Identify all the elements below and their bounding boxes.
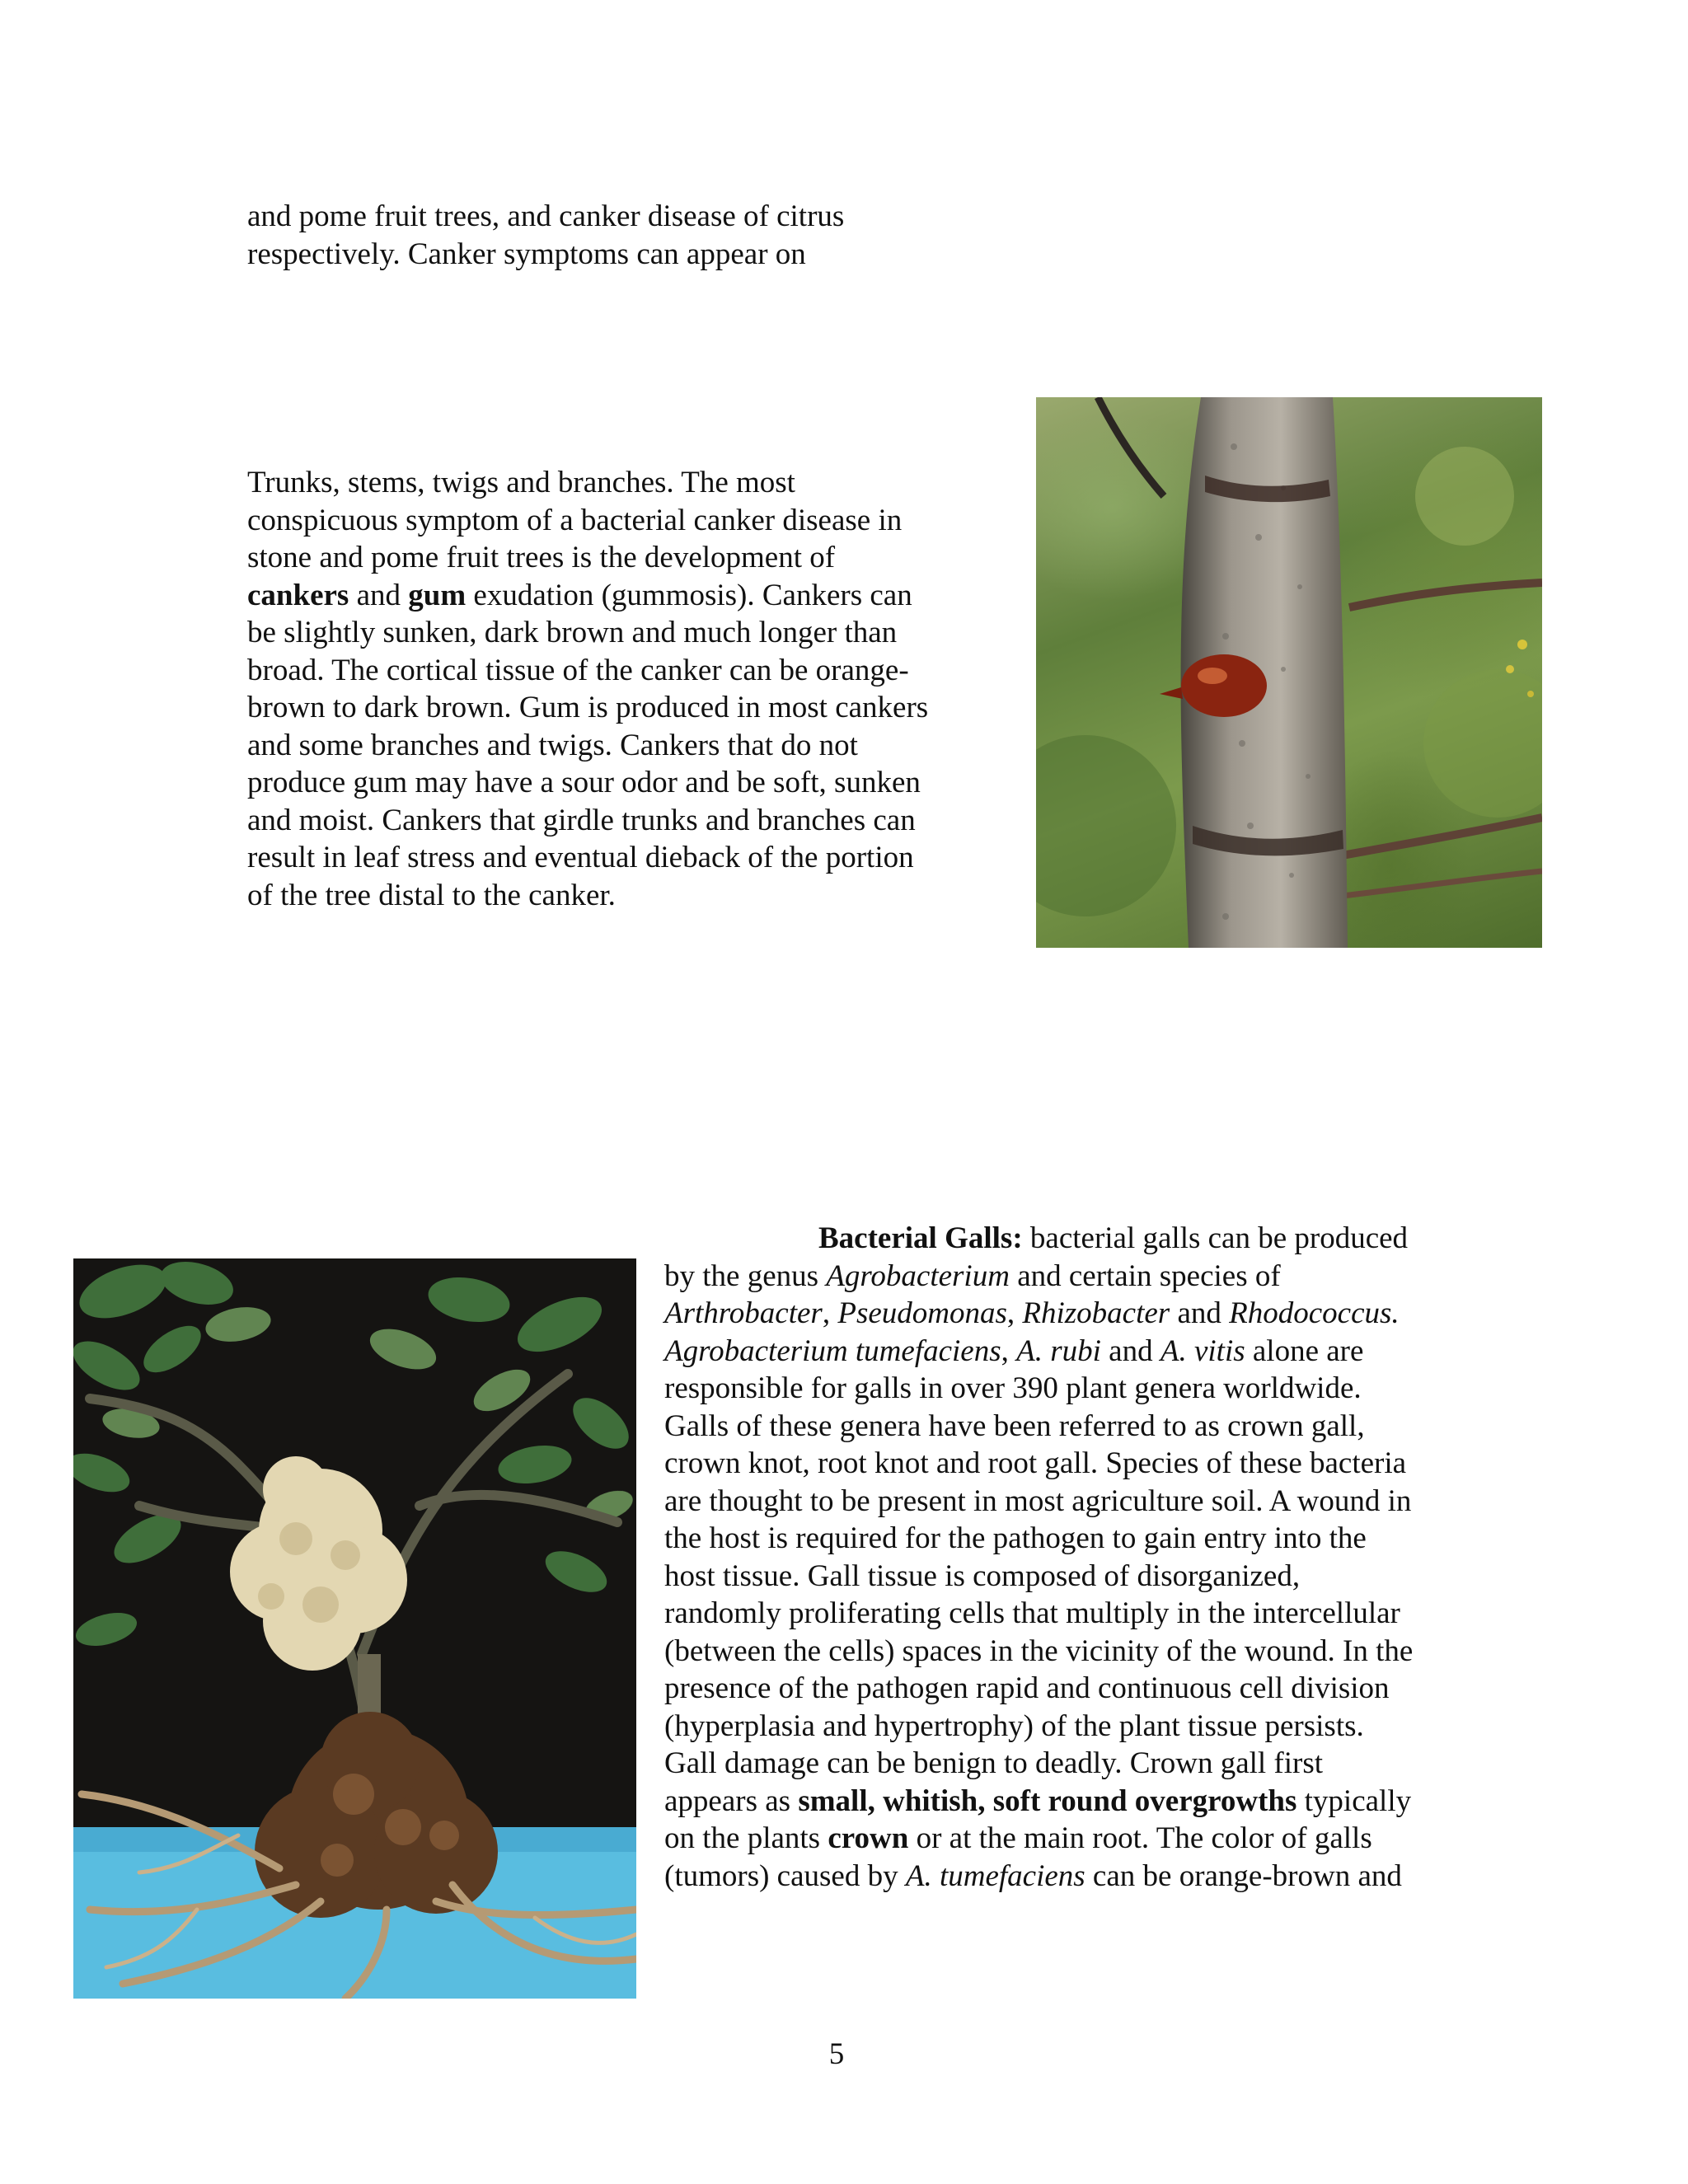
- text-segment: exudation (gummosis). Cankers can: [466, 578, 912, 612]
- text-line: brown to dark brown. Gum is produced in most cankers: [247, 691, 929, 724]
- text-segment: and certain species of: [1009, 1258, 1281, 1293]
- text-line: Trunks, stems, twigs and branches. The most: [247, 466, 795, 499]
- bold-term-cankers: cankers: [247, 578, 349, 612]
- text-line: [664, 1783, 1413, 1821]
- italic-genus-name: Arthrobacter: [664, 1296, 823, 1330]
- paragraph-canker-symptoms: [247, 464, 928, 914]
- canker-gum-branch-photo: [1036, 397, 1542, 948]
- text-line: [664, 1858, 1413, 1896]
- text-line: and moist. Cankers that girdle trunks and branches can: [247, 803, 916, 837]
- text-line: and pome fruit trees, and canker disease of citrus: [247, 199, 845, 233]
- text-line: responsible for galls in over 390 plant genera worldwide.: [664, 1371, 1362, 1405]
- text-line: result in leaf stress and eventual dieback of the portion: [247, 841, 914, 874]
- text-line: respectively. Canker symptoms can appear on: [247, 237, 806, 271]
- text-line: stone and pome fruit trees is the development of: [247, 541, 836, 574]
- text-line: Gall damage can be benign to deadly. Crown gall first: [664, 1746, 1324, 1780]
- text-line: [664, 1258, 1413, 1296]
- text-segment: ,: [1001, 1333, 1017, 1368]
- italic-genus-name: Pseudomonas: [837, 1296, 1007, 1330]
- paragraph-canker-intro: [247, 198, 844, 273]
- text-line: crown knot, root knot and root gall. Species of these bacteria: [664, 1446, 1407, 1480]
- italic-species-name: Agrobacterium tumefaciens: [664, 1333, 1001, 1368]
- text-segment: (tumors) caused by: [664, 1858, 906, 1893]
- text-segment: or at the main root. The color of galls: [908, 1821, 1372, 1855]
- crown-gall-photo: [73, 1258, 636, 1999]
- text-segment: alone are: [1245, 1333, 1364, 1368]
- text-segment: ,: [1006, 1296, 1023, 1330]
- italic-species-name: A. vitis: [1160, 1333, 1245, 1368]
- text-line: host tissue. Gall tissue is composed of disorganized,: [664, 1558, 1301, 1593]
- text-segment: can be orange-brown and: [1085, 1858, 1402, 1893]
- text-segment: ,: [822, 1296, 838, 1330]
- text-line: broad. The cortical tissue of the canker can be orange-: [247, 653, 909, 687]
- bold-term-gum: gum: [408, 578, 467, 612]
- text-segment: by the genus: [664, 1258, 827, 1293]
- text-line: of the tree distal to the canker.: [247, 878, 616, 912]
- italic-genus-name: Rhodococcus.: [1229, 1296, 1400, 1330]
- text-line: [664, 1295, 1413, 1333]
- text-segment: and: [1100, 1333, 1160, 1368]
- text-segment: typically: [1296, 1783, 1412, 1818]
- text-line: be slightly sunken, dark brown and much longer than: [247, 616, 898, 649]
- text-line: conspicuous symptom of a bacterial canker disease in: [247, 503, 903, 537]
- text-line: [664, 1220, 1413, 1258]
- bold-term-crown: crown: [828, 1821, 909, 1855]
- text-segment: appears as: [664, 1783, 799, 1818]
- text-line: (between the cells) spaces in the vicinity of the wound. In the: [664, 1633, 1414, 1668]
- text-line: randomly proliferating cells that multiply in the intercellular: [664, 1596, 1400, 1630]
- text-line: and some branches and twigs. Cankers that do not: [247, 728, 858, 762]
- text-line: presence of the pathogen rapid and continuous cell division: [664, 1671, 1390, 1705]
- text-segment: on the plants: [664, 1821, 828, 1855]
- section-heading-bacterial-galls: Bacterial Galls:: [818, 1221, 1023, 1255]
- text-line: [664, 1333, 1413, 1371]
- text-segment: and: [1170, 1296, 1230, 1330]
- text-line: (hyperplasia and hypertrophy) of the plant tissue persists.: [664, 1708, 1364, 1743]
- italic-species-name: A. tumefaciens: [905, 1858, 1085, 1893]
- text-line: [664, 1820, 1413, 1858]
- italic-species-name: A. rubi: [1016, 1333, 1101, 1368]
- text-line: Galls of these genera have been referred to as crown gall,: [664, 1408, 1365, 1443]
- text-line: [247, 577, 928, 615]
- text-segment: and: [349, 578, 409, 612]
- italic-genus-name: Rhizobacter: [1022, 1296, 1170, 1330]
- bold-phrase-overgrowths: small, whitish, soft round overgrowths: [798, 1783, 1297, 1818]
- text-segment: bacterial galls can be produced: [1022, 1221, 1409, 1255]
- text-line: produce gum may have a sour odor and be soft, sunken: [247, 766, 921, 799]
- page-number: 5: [828, 2037, 845, 2071]
- italic-genus-name: Agrobacterium: [826, 1258, 1010, 1293]
- text-line: are thought to be present in most agriculture soil. A wound in: [664, 1483, 1412, 1518]
- paragraph-bacterial-galls: [664, 1220, 1413, 1895]
- text-line: the host is required for the pathogen to gain entry into the: [664, 1521, 1367, 1555]
